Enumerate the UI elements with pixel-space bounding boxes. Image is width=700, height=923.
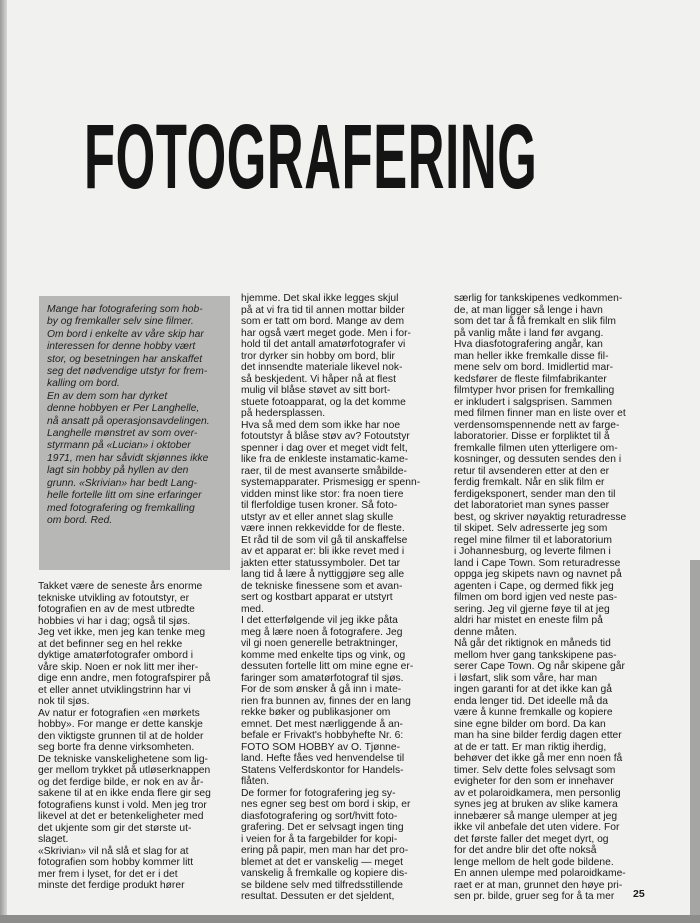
page-binding-shadow: [0, 0, 7, 923]
body-column-2: hjemme. Det skal ikke legges skjul på at vi fra tid til annen mottar bilder som er tatt om bord. Mange av dem har også vært meget gode. Men i for- hold til det antall amatørfotografer vi tror dyrker sin hobby om bord, blir det innsendte materiale likevel nok- så beskjedent. Vi håper nå at flest mulig vil blåse støvet av sitt bort- stuete fotoapparat, og la det komme på hedersplassen. Hva så med dem som ikke har noe fotoutstyr å blåse støv av? Fotoutstyr spenner i dag over et meget vidt felt, like fra de enkleste instamatic-kame- raer, til de mest avanserte småbilde- systemapparater. Prismesigg er spenn- vidden minst like stor: fra noen tiere til flerfoldige tusen kroner. Så foto- utstyr av et eller annet slag skulle være innen rekkevidde for de fleste. Et råd til de som vil gå til anskaffelse av et apparat er: bli ikke revet med i jakten etter statussymboler. Det tar lang tid å lære å nyttiggjøre seg alle de tekniske finessene som et avan- sert og kostbart apparat er utstyrt med. I det etterfølgende vil jeg ikke påta meg å lære noen å fotografere. Jeg vil gi noen generelle betraktninger, komme med enkelte tips og vink, og dessuten fortelle litt om mine egne er- faringer som amatørfotograf til sjøs. For de som ønsker å gå inn i mate- rien fra bunnen av, finnes der en lang rekke bøker og publikasjoner om emnet. Det mest nærliggende å an- befale er Frivakt's hobbyhefte Nr. 6: FOTO SOM HOBBY av O. Tjønne- land. Hefte fåes ved henvendelse til Statens Velferdskontor for Handels- flåten. De former for fotografering jeg sy- nes egner seg best om bord i skip, er diasfotografering og sort/hvitt foto- grafering. Det er selvsagt ingen ting i veien for å ta fargebilder for kopi- ering på papir, men man har det pro- blemet at det er vanskelig — meget vanskelig å fremkalle og kopiere dis- se bildene selv med tilfredsstillende resultat. Dessuten er det sjeldent,: [241, 293, 421, 902]
body-column-1: Takket være de seneste års enorme tekniske utvikling av fotoutstyr, er fotografien en av de mest utbredte hobbies vi har i dag; også til sjøs. Jeg vet ikke, men jeg kan tenke meg at det befinner seg en hel rekke dyktige amatørfotografer ombord i våre skip. Noen er nok litt mer iher- dige enn andre, men fotografspirer på et eller annet utviklingstrinn har vi nok til sjøs. Av natur er fotografien «en mørkets hobby». For mange er dette kanskje den viktigste grunnen til at de holder seg borte fra denne virksomheten. De tekniske vanskelighetene som lig- ger mellom trykket på utløserknappen og det ferdige bilde, er nok en av år- sakene til at en ikke enda flere gir seg fotografiens kunst i vold. Men jeg tror likevel at det er betenkeligheter med det ukjente som gir det største ut- slaget. «Skrivian» vil nå slå et slag for at fotografien som hobby kommer litt mer frem i lyset, for det er i det minste det ferdige produkt hører: [38, 581, 211, 891]
page-number: 25: [633, 888, 645, 900]
scan-bottom-edge: [0, 915, 700, 923]
article-title: FOTOGRAFERING: [84, 106, 538, 209]
adjacent-page-edge: [690, 560, 700, 923]
body-column-3: særlig for tankskipenes vedkommen- de, at man ligger så lenge i havn som det tar å få fremkalt en slik film på vanlig måte i land før avgang. Hva diasfotografering angår, kan man heller ikke fremkalle disse fil- mene selv om bord. Imidlertid mar- kedsfører de fleste filmfabrikanter filmtyper hvor prisen for fremkalling er inkludert i salgsprisen. Sammen med filmen finner man en liste over et verdensomspennende nett av farge- laboratorier. Disse er forpliktet til å fremkalle filmen uten ytterligere om- kosninger, og dessuten sendes den i retur til avsenderen etter at den er ferdig fremkalt. Når en slik film er ferdigeksponert, sender man den til det laboratoriet man synes passer best, og skriver nøyaktig returadresse til skipet. Selv adresserte jeg som regel mine filmer til et laboratorium i Johannesburg, og leverte filmen i land i Cape Town. Som returadresse oppga jeg skipets navn og navnet på agenten i Cape, og dermed fikk jeg filmen om bord igjen ved neste pas- sering. Jeg vil gjerne føye til at jeg aldri har mistet en eneste film på denne måten. Nå går det riktignok en måneds tid mellom hver gang tankskipene pas- serer Cape Town. Og når skipene går i løsfart, slik som våre, har man ingen garanti for at det ikke kan gå enda lenger tid. Det ideelle må da være å kunne fremkalle og kopiere sine egne bilder om bord. Da kan man ha sine bilder ferdig dagen etter at de er tatt. Er man riktig iherdig, behøver det ikke gå mer enn noen få timer. Selv dette foles selvsagt som evigheter for den som er innehaver av et polaroidkamera, men personlig synes jeg at bruken av slike kamera innebærer så mange ulemper at jeg ikke vil anbefale det uten videre. For det første faller det meget dyrt, og for det andre blir det ofte nokså lenge mellom de helt gode bildene. En annen ulempe med polaroidkame- raet er at man, grunnet den høye pri- sen pr. bilde, gruer seg for å ta mer: [454, 293, 627, 902]
intro-text: Mange har fotografering som hob- by og fremkaller selv sine filmer. Om bord i enkelte av våre skip har interessen for denne hobby vært stor, og besetningen har anskaffet seg det nødvendige utstyr for frem- kalling om bord. En av dem som har dyrket denne hobbyen er Per Langhelle, nå ansatt på operasjonsavdelingen. Langhelle mønstret av som over- styrmann på «Lucian» i oktober 1971, men har såvidt skjønnes ikke lagt sin hobby på hyllen av den grunn. «Skrivian» har bedt Lang- helle fortelle litt om sine erfaringer med fotografering og fremkalling om bord. Red.: [47, 304, 210, 526]
